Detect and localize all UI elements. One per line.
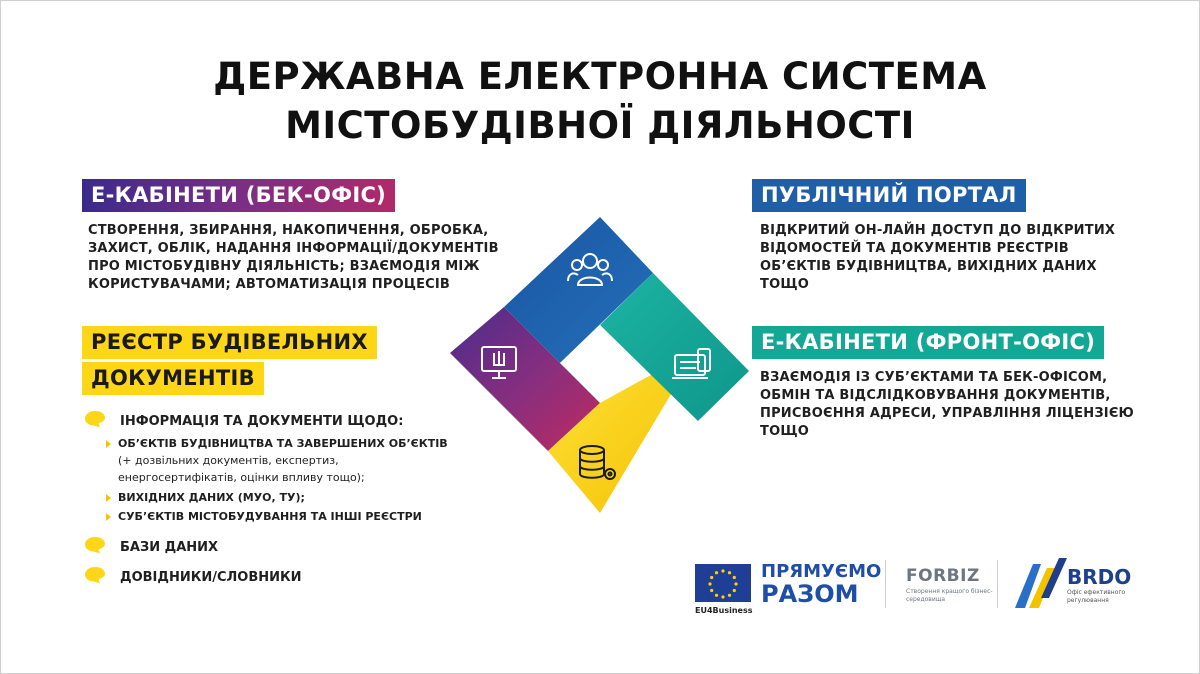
title-line-2: МІСТОБУДІВНОЇ ДІЯЛЬНОСТІ	[285, 104, 915, 147]
bullet-arrow-icon	[106, 494, 111, 502]
speech-bubble-icon	[84, 536, 106, 554]
title-line-1: ДЕРЖАВНА ЕЛЕКТРОННА СИСТЕМА	[213, 55, 987, 98]
bullet-arrow-icon	[106, 513, 111, 521]
brdo-tagline: Офіс ефективного регулювання	[1067, 589, 1126, 604]
registry-info-heading: ІНФОРМАЦІЯ ТА ДОКУМЕНТИ ЩОДО:	[120, 414, 404, 429]
ecabinets-back-line: КОРИСТУВАЧАМИ; АВТОМАТИЗАЦІЯ ПРОЦЕСІВ	[88, 277, 451, 292]
forbiz-logo: FORBIZ	[906, 566, 980, 586]
brdo-logo: BRDO	[1067, 565, 1132, 589]
speech-bubble-icon	[84, 566, 106, 584]
registry-label-line-2: ДОКУМЕНТІВ	[82, 362, 264, 395]
ecabinets-front-line: ВЗАЄМОДІЯ ІЗ СУБ’ЄКТАМИ ТА БЕК-ОФІСОМ,	[760, 370, 1108, 385]
ecabinets-front-line: ПРИСВОЄННЯ АДРЕСИ, УПРАВЛІННЯ ЛІЦЕНЗІЄЮ	[760, 406, 1135, 421]
logo-divider	[885, 560, 886, 608]
public-portal-line: ВІДОМОСТЕЙ ТА ДОКУМЕНТІВ РЕЄСТРІВ	[760, 241, 1069, 256]
bullet-arrow-icon	[106, 440, 111, 448]
ecabinets-front-line: ОБМІН ТА ВІДСЛІДКОВУВАННЯ ДОКУМЕНТІВ,	[760, 388, 1111, 403]
logo-divider	[997, 560, 998, 608]
registry-sub-objects-note-2: енергосертифікатів, оцінки впливу тощо);	[118, 471, 365, 484]
public-portal-line: ТОЩО	[760, 277, 810, 292]
registry-sub-objects: ОБ’ЄКТІВ БУДІВНИЦТВА ТА ЗАВЕРШЕНИХ ОБ’ЄКТІВ	[118, 437, 448, 450]
registry-label-line-1: РЕЄСТР БУДІВЕЛЬНИХ	[82, 326, 377, 359]
ecabinets-back-line: СТВОРЕННЯ, ЗБИРАННЯ, НАКОПИЧЕННЯ, ОБРОБКА,	[88, 223, 489, 238]
brdo-mark-icon	[1011, 554, 1069, 612]
eu-flag-logo	[695, 564, 751, 602]
ecabinets-back-line: ПРО МІСТОБУДІВНУ ДІЯЛЬНІСТЬ; ВЗАЄМОДІЯ МІЖ	[88, 259, 480, 274]
partner-logos	[695, 560, 1135, 620]
public-portal-line: ОБ’ЄКТІВ БУДІВНИЦТВА, ВИХІДНИХ ДАНИХ	[760, 259, 1097, 274]
ecabinets-back-line: ЗАХИСТ, ОБЛІК, НАДАННЯ ІНФОРМАЦІЇ/ДОКУМЕНТІВ	[88, 241, 499, 256]
ecabinets-back-label: Е-КАБІНЕТИ (БЕК-ОФІС)	[82, 179, 395, 212]
forbiz-tagline: Створення кращого бізнес-середовища	[906, 588, 993, 603]
system-diamond-diagram	[450, 215, 750, 515]
eu4business-caption: EU4Business	[695, 606, 753, 615]
ecabinets-back-description	[88, 222, 508, 294]
pryamuemo-logo-bottom: РАЗОМ	[761, 580, 859, 608]
page-title	[0, 52, 1200, 150]
pryamuemo-logo-top: ПРЯМУЄМО	[761, 561, 882, 582]
speech-bubble-icon	[84, 410, 106, 428]
registry-sub-objects-note-1: (+ дозвільних документів, експертиз,	[118, 454, 339, 467]
ecabinets-front-line: ТОЩО	[760, 424, 810, 439]
registry-sub-subjects: СУБ’ЄКТІВ МІСТОБУДУВАННЯ ТА ІНШІ РЕЄСТРИ	[118, 510, 422, 523]
registry-dictionaries: ДОВІДНИКИ/СЛОВНИКИ	[120, 570, 302, 585]
public-portal-description	[760, 222, 1150, 294]
ecabinets-front-description	[760, 369, 1150, 441]
ecabinets-front-label: Е-КАБІНЕТИ (ФРОНТ-ОФІС)	[752, 326, 1104, 359]
public-portal-label: ПУБЛІЧНИЙ ПОРТАЛ	[752, 179, 1026, 212]
registry-sub-initial-data: ВИХІДНИХ ДАНИХ (МУО, ТУ);	[118, 491, 305, 504]
registry-databases: БАЗИ ДАНИХ	[120, 540, 219, 555]
public-portal-line: ВІДКРИТИЙ ОН-ЛАЙН ДОСТУП ДО ВІДКРИТИХ	[760, 223, 1116, 238]
